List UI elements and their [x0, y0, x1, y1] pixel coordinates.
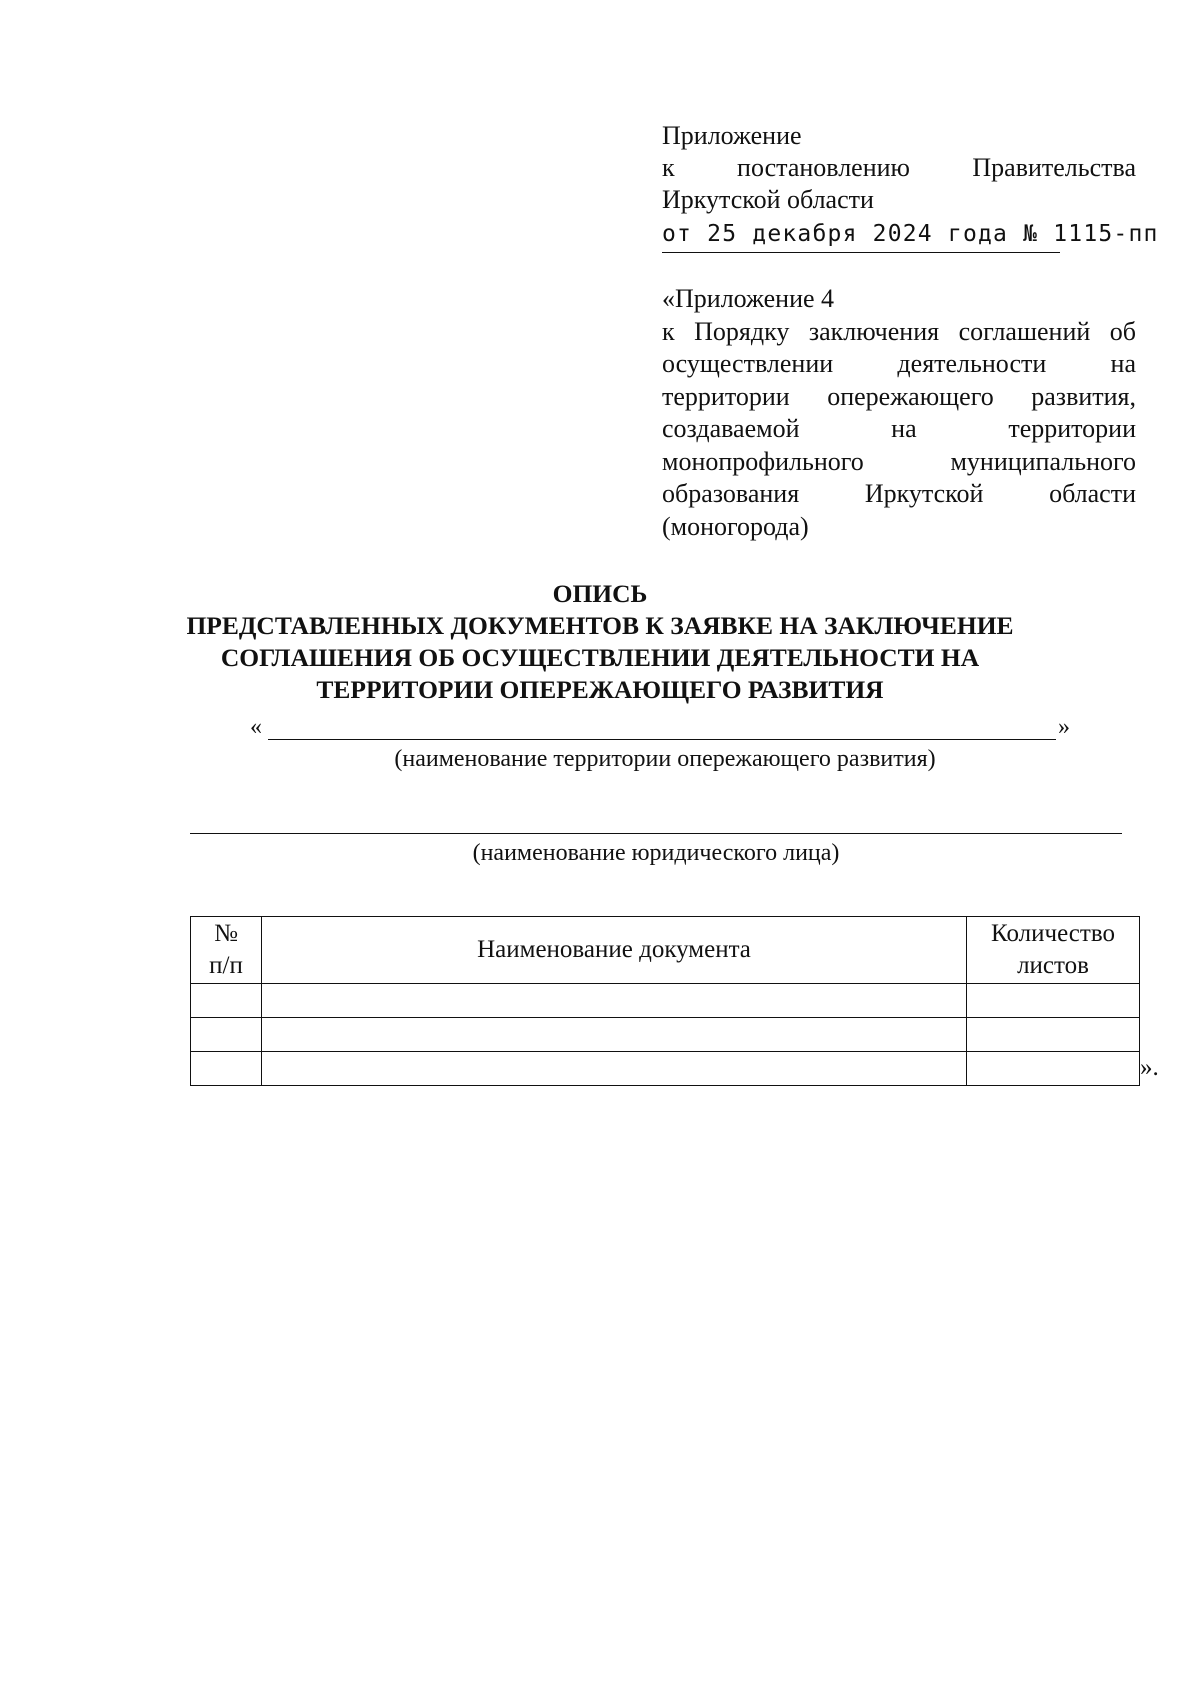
header-sheet-count-text: Количество листов: [991, 920, 1115, 979]
cell-sheet-count[interactable]: [967, 984, 1140, 1018]
header-document-name-text: Наименование документа: [477, 936, 751, 963]
decree-underline: [662, 252, 1060, 253]
tor-name-blank[interactable]: [268, 739, 1056, 740]
table-row: [191, 1018, 1140, 1052]
annex-line-4: территории опережающего развития,: [662, 381, 1136, 411]
header-sheet-count: [967, 917, 1140, 984]
cell-number[interactable]: [191, 984, 262, 1018]
title-line-4: ТЕРРИТОРИИ ОПЕРЕЖАЮЩЕГО РАЗВИТИЯ: [316, 675, 884, 704]
cell-number[interactable]: [191, 1018, 262, 1052]
documents-table: [190, 916, 1140, 1086]
approval-header: [662, 120, 1159, 250]
header-line-2: к постановлению Правительства: [662, 153, 1136, 182]
tor-name-caption: (наименование территории опережающего развития): [394, 746, 936, 772]
open-quote: «: [250, 714, 262, 740]
cell-sheet-count[interactable]: [967, 1018, 1140, 1052]
close-quote: »: [1058, 714, 1070, 740]
table-row: [191, 984, 1140, 1018]
annex-line-2: к Порядку заключения соглашений об: [662, 316, 1136, 346]
annex-reference: [662, 283, 1136, 543]
title-line-2: ПРЕДСТАВЛЕННЫХ ДОКУМЕНТОВ К ЗАЯВКЕ НА ЗАКЛЮЧЕНИЕ: [186, 611, 1014, 640]
cell-number[interactable]: [191, 1052, 262, 1086]
annex-line-1: «Приложение 4: [662, 284, 835, 313]
title-line-1: ОПИСЬ: [552, 579, 648, 608]
header-number: [191, 917, 262, 984]
annex-line-8: (моногорода): [662, 511, 809, 541]
header-decree-number: [662, 218, 1159, 250]
document-title: [160, 578, 1040, 706]
header-number-text: № п/п: [209, 920, 243, 979]
cell-document-name[interactable]: [262, 984, 967, 1018]
cell-document-name[interactable]: [262, 1052, 967, 1086]
cell-sheet-count[interactable]: [967, 1052, 1140, 1086]
closing-quote: ».: [1140, 1054, 1159, 1081]
decree-number-text: от 25 декабря 2024 года № 1115-пп: [662, 221, 1159, 247]
title-line-3: СОГЛАШЕНИЯ ОБ ОСУЩЕСТВЛЕНИИ ДЕЯТЕЛЬНОСТИ НА: [220, 643, 980, 672]
annex-line-7: образования Иркутской области: [662, 479, 1136, 508]
header-line-1: Приложение: [662, 121, 802, 150]
legal-entity-caption: (наименование юридического лица): [472, 840, 840, 866]
legal-entity-blank[interactable]: [190, 833, 1122, 834]
annex-line-6: монопрофильного муниципального: [662, 446, 1136, 476]
annex-line-5: создаваемой на территории: [662, 414, 1136, 443]
header-line-3: Иркутской области: [662, 185, 874, 214]
tor-name-field[interactable]: [250, 714, 1080, 744]
table-row: [191, 1052, 1140, 1086]
table-header-row: [191, 917, 1140, 984]
cell-document-name[interactable]: [262, 1018, 967, 1052]
header-document-name: [262, 917, 967, 984]
annex-line-3: осуществлении деятельности на: [662, 349, 1136, 378]
